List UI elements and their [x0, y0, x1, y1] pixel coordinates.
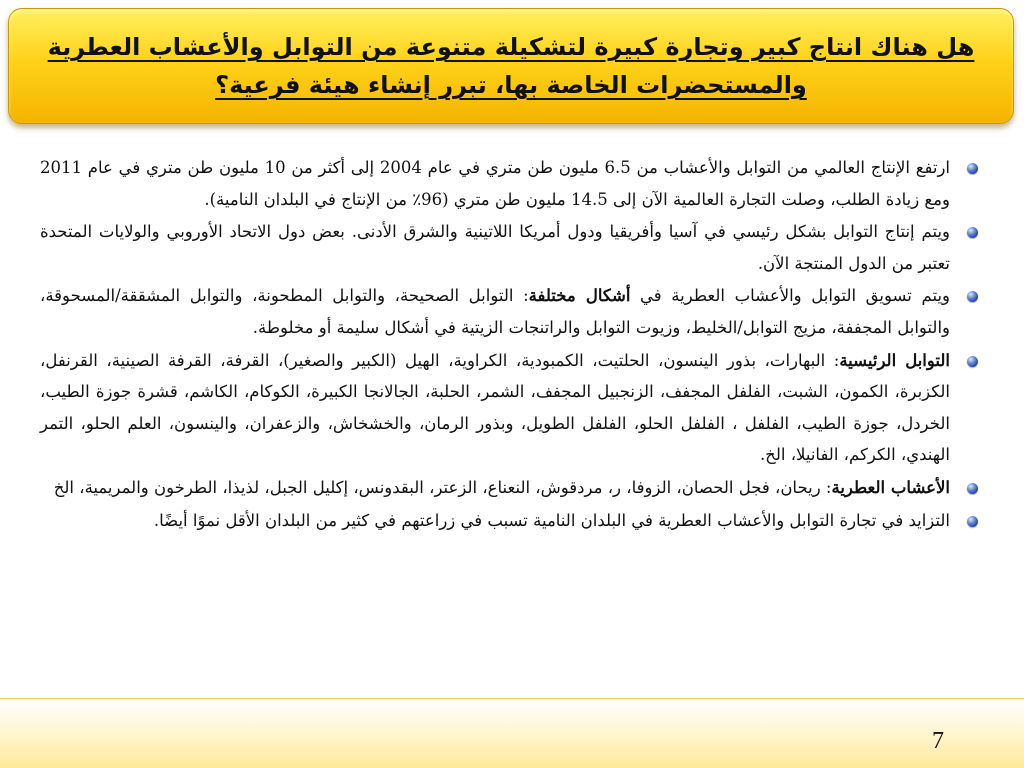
bullet-item-3: [40, 280, 980, 343]
bullet-text: : ريحان، فجل الحصان، الزوفا، ر، مردقوش، النعناع، الزعتر، البقدونس، إكليل الجبل، لذيذا، الطرخون والمريمية، الخ: [53, 477, 832, 497]
bullet-bold-term: الأعشاب العطرية: [831, 477, 950, 497]
blue-sphere-bullet-icon: [967, 291, 978, 302]
bullet-item-1: [40, 152, 980, 215]
footer-divider: [0, 698, 1024, 699]
bullet-text: التزايد في تجارة التوابل والأعشاب العطرية في البلدان النامية تسبب في زراعتهم في كثير من البلدان الأقل نموًا أيضًا.: [153, 510, 950, 530]
blue-sphere-bullet-icon: [967, 356, 978, 367]
slide-body: [40, 152, 980, 537]
bullet-text: ويتم إنتاج التوابل بشكل رئيسي في آسيا وأفريقيا ودول أمريكا اللاتينية والشرق الأدنى. بعض دول الاتحاد الأوروبي والولايات المتحدة تعتبر من الدول المنتجة الآن.: [40, 222, 951, 273]
page-number: 7: [932, 728, 944, 754]
footer-band: [0, 700, 1024, 768]
bullet-lead-text: ويتم تسويق التوابل والأعشاب العطرية في: [630, 286, 950, 306]
bullet-text: : التوابل الصحيحة، والتوابل المطحونة، والتوابل المشققة/المسحوقة، والتوابل المجففة، مزيج التوابل/الخليط، وزيوت التوابل والراتنجات الزيتية في أشكال سليمة أو مخلوطة.: [40, 286, 950, 337]
blue-sphere-bullet-icon: [967, 516, 978, 527]
bullet-item-2: [40, 216, 980, 279]
blue-sphere-bullet-icon: [967, 163, 978, 174]
bullet-item-6: [40, 505, 980, 537]
bullet-bold-term: أشكال مختلفة: [528, 286, 631, 306]
blue-sphere-bullet-icon: [967, 227, 978, 238]
slide-title: هل هناك انتاج كبير وتجارة كبيرة لتشكيلة متنوعة من التوابل والأعشاب العطرية والمستحضرات الخاصة بها، تبرر إنشاء هيئة فرعية؟: [47, 33, 975, 99]
blue-sphere-bullet-icon: [967, 483, 978, 494]
bullet-bold-term: التوابل الرئيسية: [839, 350, 950, 370]
bullet-item-5: [40, 472, 980, 504]
bullet-list: [40, 152, 980, 536]
bullet-text: ارتفع الإنتاج العالمي من التوابل والأعشاب من 6.5 مليون طن متري في عام 2004 إلى أكثر من 10 مليون طن متري في عام 2011 ومع زيادة الطلب، وصلت التجارة العالمية الآن إلى 14.5 مليون طن متري (96٪ من الإنتاج في البلدان النامية).: [40, 158, 950, 209]
title-banner: [8, 8, 1014, 124]
bullet-text: : البهارات، بذور الينسون، الحلتيت، الكمبودية، الكراوية، الهيل (الكبير والصغير)، القرفة، القرفة الصينية، القرنفل، الكزبرة، الكمون، الشبت، الفلفل المجفف، الزنجبيل المجفف، الشمر، الحلبة، الجالانجا الكبيرة، الكوكام، الكاشم، قشرة جوزة الطيب، الخردل، جوزة الطيب، الفلفل ، الفلفل الحلو، الفلفل الطويل، وبذور الرمان، والخشخاش، والزعفران، والينسون، العلم الحلو، التمر الهندي، الكركم، الفانيلا، الخ.: [40, 350, 950, 465]
bullet-item-4: [40, 345, 980, 471]
